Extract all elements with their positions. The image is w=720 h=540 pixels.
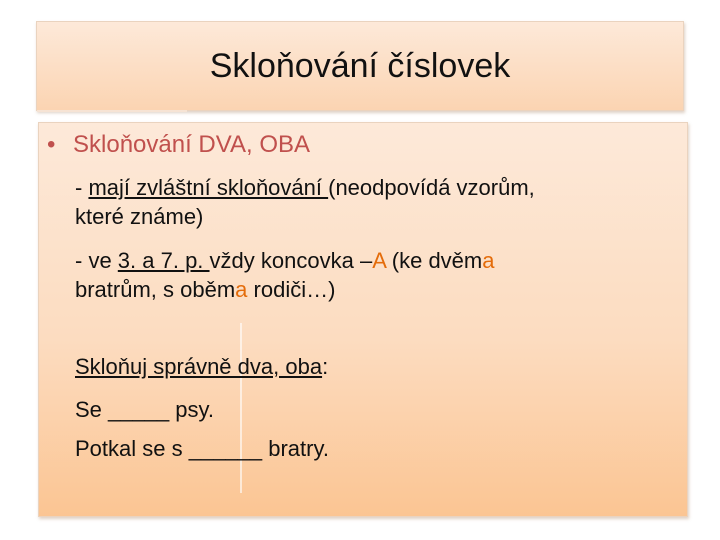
line-3-underlined: 3. a 7. p. bbox=[117, 248, 210, 273]
rule-line-1 bbox=[75, 173, 535, 202]
line-3-paren: (ke dvěm bbox=[385, 248, 483, 273]
exercise-line-1 bbox=[75, 395, 214, 424]
line-4-start: bratrům, s oběm bbox=[75, 277, 236, 302]
page-title: Skloňování číslovek bbox=[209, 47, 511, 85]
divider-line bbox=[240, 323, 242, 493]
rule-line-2 bbox=[75, 202, 203, 231]
rule-line-4 bbox=[75, 275, 335, 304]
line-3-mid: vždy koncovka bbox=[209, 248, 360, 273]
line-4-rest: rodiči…) bbox=[247, 277, 336, 302]
exercise-line-2 bbox=[75, 434, 329, 463]
bullet-heading bbox=[47, 129, 310, 161]
line-3-accent-a: a bbox=[482, 248, 495, 273]
title-panel bbox=[36, 21, 684, 111]
line-2-text: které známe) bbox=[75, 204, 204, 229]
exercise-heading-text: Skloňuj správně dva, oba bbox=[75, 354, 323, 379]
line-3-ending-a: A bbox=[372, 248, 386, 273]
line-3-prefix: - ve bbox=[75, 248, 118, 273]
line-1-prefix: - bbox=[75, 175, 89, 200]
rule-line-3 bbox=[75, 246, 495, 275]
title-underline-rule bbox=[37, 110, 187, 112]
line-1-underlined: mají zvláštní skloňování bbox=[88, 175, 329, 200]
bullet-heading-text: Skloňování DVA, OBA bbox=[73, 131, 310, 158]
exercise-line-2-text: Potkal se s ______ bratry. bbox=[75, 436, 329, 461]
bullet-icon: • bbox=[47, 131, 56, 158]
exercise-heading-colon: : bbox=[322, 354, 329, 379]
line-3-dash: – bbox=[359, 248, 373, 273]
line-1-rest: (neodpovídá vzorům, bbox=[328, 175, 535, 200]
content-panel bbox=[38, 122, 688, 517]
exercise-heading bbox=[75, 352, 328, 381]
exercise-line-1-text: Se _____ psy. bbox=[75, 397, 215, 422]
line-4-accent-a: a bbox=[235, 277, 248, 302]
